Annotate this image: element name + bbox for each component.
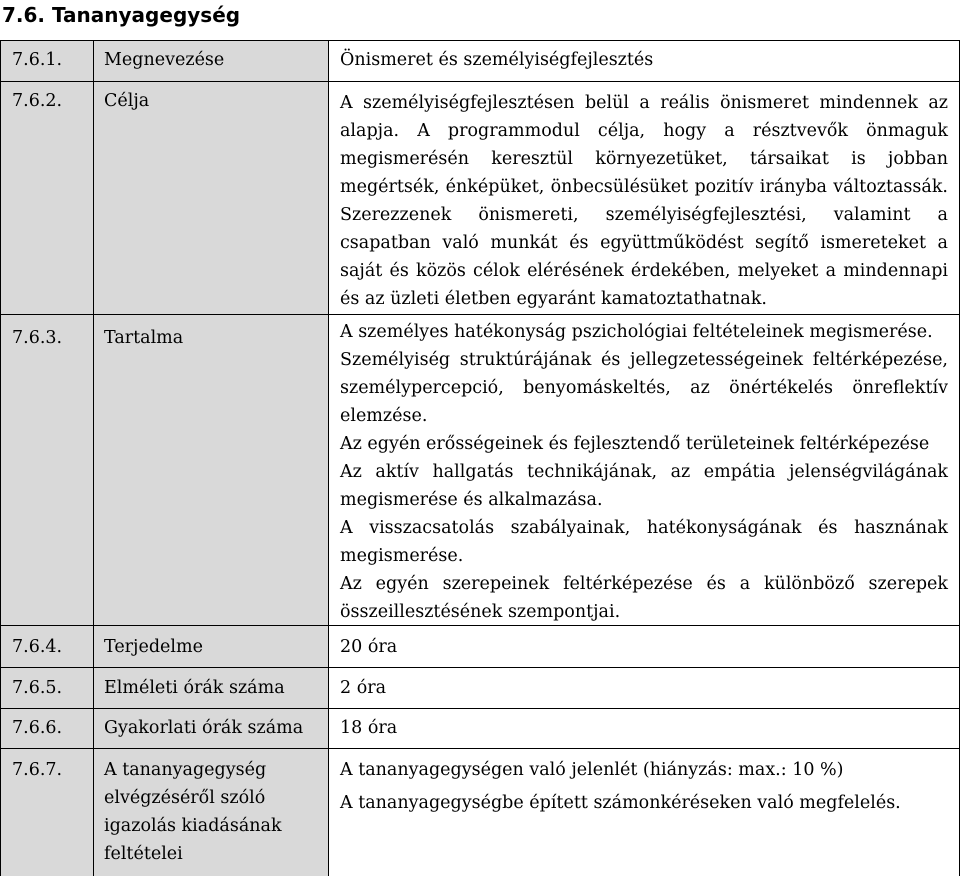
row-value: Önismeret és személyiségfejlesztés	[340, 50, 654, 70]
row-label: Gyakorlati órák száma	[104, 718, 304, 738]
content-item: A visszacsatolás szabályainak, hatékonyságának és hasznának megismerése.	[340, 518, 948, 566]
row-number: 7.6.4.	[12, 637, 63, 657]
row-label: Célja	[104, 91, 150, 111]
row-divider	[1, 708, 959, 709]
row-number: 7.6.1.	[12, 50, 63, 70]
row-label: Terjedelme	[104, 637, 203, 657]
row-divider	[1, 748, 959, 749]
row-number: 7.6.7.	[12, 760, 63, 780]
row-value: 2 óra	[340, 678, 387, 698]
row-value: 18 óra	[340, 718, 398, 738]
condition-item: A tananyagegységen való jelenlét (hiányzás: max.: 10 %)	[340, 760, 844, 780]
content-item: A személyes hatékonyság pszichológiai feltételeinek megismerése.	[340, 322, 933, 342]
row-label: Elméleti órák száma	[104, 678, 285, 698]
row-divider	[1, 81, 959, 82]
content-item: Személyiség struktúrájának és jellegzetességeinek feltérképezése, személypercepció, benyomáskeltés, az önértékelés önreflektív elemzése.	[340, 350, 948, 426]
content-item: Az aktív hallgatás technikájának, az empátia jelenségvilágának megismerése és alkalmazása.	[340, 462, 948, 510]
row-number: 7.6.2.	[12, 91, 63, 111]
number-column	[1, 41, 94, 876]
content-item: Az egyén erősségeinek és fejlesztendő területeinek feltérképezése	[340, 434, 930, 454]
row-number: 7.6.3.	[12, 328, 63, 348]
content-item: Az egyén szerepeinek feltérképezése és a különböző szerepek összeillesztésének szempontjai.	[340, 574, 948, 622]
condition-item: A tananyagegységbe épített számonkéréseken való megfelelés.	[340, 793, 901, 813]
section-title: 7.6. Tananyagegység	[2, 3, 241, 27]
row-label: A tananyagegység elvégzéséről szóló igazolás kiadásának feltételei	[104, 760, 282, 864]
label-column	[94, 41, 329, 876]
row-label: Tartalma	[104, 328, 184, 348]
row-value: A személyiségfejlesztésen belül a reális önismeret mindennek az alapja. A programmodul célja, hogy a résztvevők önmaguk megismerésén keresztül környezetüket, társaikat is jobban megértsék, énképüket, önbecsülésüket pozitív irányba változtassák. Szerezzenek önismereti, személyiségfejlesztési, valamint a csapatban való munkát és együttműködést segítő ismereteket a saját és közös célok elérésének érdekében, melyeket a mindennapi és az üzleti életben egyaránt kamatoztathatnak.	[340, 93, 948, 309]
row-divider	[1, 314, 959, 315]
row-number: 7.6.6.	[12, 718, 63, 738]
row-label: Megnevezése	[104, 50, 225, 70]
row-divider	[1, 667, 959, 668]
row-value: 20 óra	[340, 637, 398, 657]
row-number: 7.6.5.	[12, 678, 63, 698]
